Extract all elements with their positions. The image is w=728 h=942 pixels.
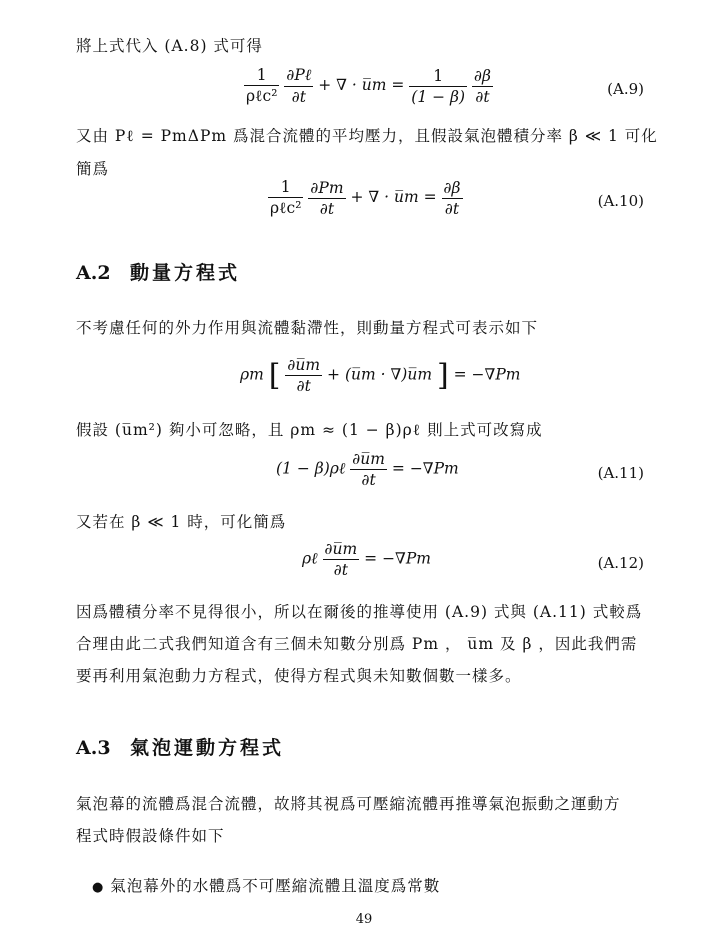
right-bracket-icon: ] xyxy=(436,358,449,393)
eq-a11-frac-den: ∂t xyxy=(350,469,387,489)
text-line-11: 程式時假設條件如下 xyxy=(76,827,225,845)
eq-a9-frac-4-num: ∂β xyxy=(473,66,491,85)
text-line-6: 又若在 β ≪ 1 時，可化簡爲 xyxy=(76,513,287,531)
text-line-2: 又由 Pℓ = PmΔPm 爲混合流體的平均壓力，且假設氣泡體積分率 β ≪ 1 可化 xyxy=(76,127,658,145)
eq-a12-rhs: = −∇Pm xyxy=(364,549,432,568)
eq-a9-frac-1 xyxy=(244,66,279,106)
eq-a10-frac-3 xyxy=(442,179,463,218)
equation-a9 xyxy=(244,66,493,106)
section-number-a3: A.3 xyxy=(76,737,111,759)
eq-a9-frac-3 xyxy=(409,67,467,106)
text-line-4: 不考慮任何的外力作用與流體黏滯性，則動量方程式可表示如下 xyxy=(76,319,539,337)
eq-a9-frac-2-den: ∂t xyxy=(284,86,313,106)
eq-a12-lead: ρℓ xyxy=(302,549,318,568)
eq-a10-frac-3-den: ∂t xyxy=(442,198,463,218)
equation-a10 xyxy=(268,178,463,218)
text-line-8: 合理由此二式我們知道含有三個未知數分別爲 Pm ， u̅m 及 β ，因此我們需 xyxy=(76,635,638,653)
eq-a12-frac-den: ∂t xyxy=(323,559,360,579)
left-bracket-icon: [ xyxy=(268,358,281,393)
equation-a12 xyxy=(302,540,431,579)
eq-a10-frac-2-den: ∂t xyxy=(308,198,345,218)
equation-a10-label: (A.10) xyxy=(597,192,644,210)
list-item xyxy=(92,874,440,896)
eq-momentum-frac-den: ∂t xyxy=(285,375,322,395)
eq-a9-frac-1-den: ρℓc² xyxy=(246,87,278,105)
eq-a10-frac-1-num: 1 xyxy=(280,178,291,196)
eq-a11-frac xyxy=(350,450,387,489)
eq-a12-frac xyxy=(323,540,360,579)
eq-momentum-mid: + (u̅m · ∇)u̅m xyxy=(327,365,433,384)
section-number-a2: A.2 xyxy=(76,262,111,284)
eq-a10-frac-3-num: ∂β xyxy=(443,178,461,197)
eq-a10-frac-2-num: ∂Pm xyxy=(310,178,344,197)
eq-a9-frac-2-num: ∂Pℓ xyxy=(286,66,312,84)
page-number: 49 xyxy=(355,912,373,927)
section-title-a2: 動量方程式 xyxy=(130,262,241,284)
text-line-3: 簡爲 xyxy=(76,160,110,178)
equation-momentum xyxy=(240,356,520,395)
section-title-a3: 氣泡運動方程式 xyxy=(130,737,285,759)
bullet-icon: ● xyxy=(92,880,105,895)
eq-a11-frac-num: ∂u̅m xyxy=(352,450,385,468)
eq-a9-frac-4 xyxy=(472,67,493,106)
text-line-9: 要再利用氣泡動力方程式，使得方程式與未知數個數一樣多。 xyxy=(76,667,522,685)
eq-a10-frac-1 xyxy=(268,178,303,218)
eq-a10-mid: + ∇ · u̅m = xyxy=(350,188,437,206)
section-heading-a2 xyxy=(76,258,240,285)
eq-a12-frac-num: ∂u̅m xyxy=(324,540,358,558)
eq-a9-frac-1-num: 1 xyxy=(256,66,267,84)
equation-a11 xyxy=(276,450,459,489)
section-heading-a3 xyxy=(76,733,284,760)
eq-a9-frac-3-num: 1 xyxy=(433,66,444,85)
eq-a9-frac-4-den: ∂t xyxy=(472,86,493,106)
list-item-text: 氣泡幕外的水體爲不可壓縮流體且溫度爲常數 xyxy=(110,877,441,895)
eq-a11-lead: (1 − β)ρℓ xyxy=(276,459,346,478)
text-line-5: 假設 (u̅m²) 夠小可忽略，且 ρm ≈ (1 − β)ρℓ 則上式可改寫成 xyxy=(76,421,543,439)
text-line-7: 因爲體積分率不見得很小，所以在爾後的推導使用 (A.9) 式與 (A.11) 式較爲 xyxy=(76,603,643,621)
eq-momentum-frac-num: ∂u̅m xyxy=(287,356,321,374)
equation-a9-label: (A.9) xyxy=(607,80,644,98)
eq-a10-frac-1-den: ρℓc² xyxy=(270,199,302,217)
eq-a9-mid: + ∇ · u̅m = xyxy=(318,76,405,94)
eq-a9-frac-2 xyxy=(284,66,313,106)
text-line-1: 將上式代入 (A.8) 式可得 xyxy=(76,37,263,55)
eq-momentum-frac xyxy=(285,356,322,395)
eq-momentum-lead: ρm xyxy=(240,365,264,384)
eq-a9-frac-3-den: (1 − β) xyxy=(411,87,466,106)
eq-momentum-rhs: = −∇Pm xyxy=(453,365,521,384)
equation-a11-label: (A.11) xyxy=(597,464,644,482)
eq-a11-rhs: = −∇Pm xyxy=(391,459,459,478)
eq-a10-frac-2 xyxy=(308,179,345,218)
equation-a12-label: (A.12) xyxy=(597,554,644,572)
text-line-10: 氣泡幕的流體爲混合流體，故將其視爲可壓縮流體再推導氣泡振動之運動方 xyxy=(76,795,621,813)
